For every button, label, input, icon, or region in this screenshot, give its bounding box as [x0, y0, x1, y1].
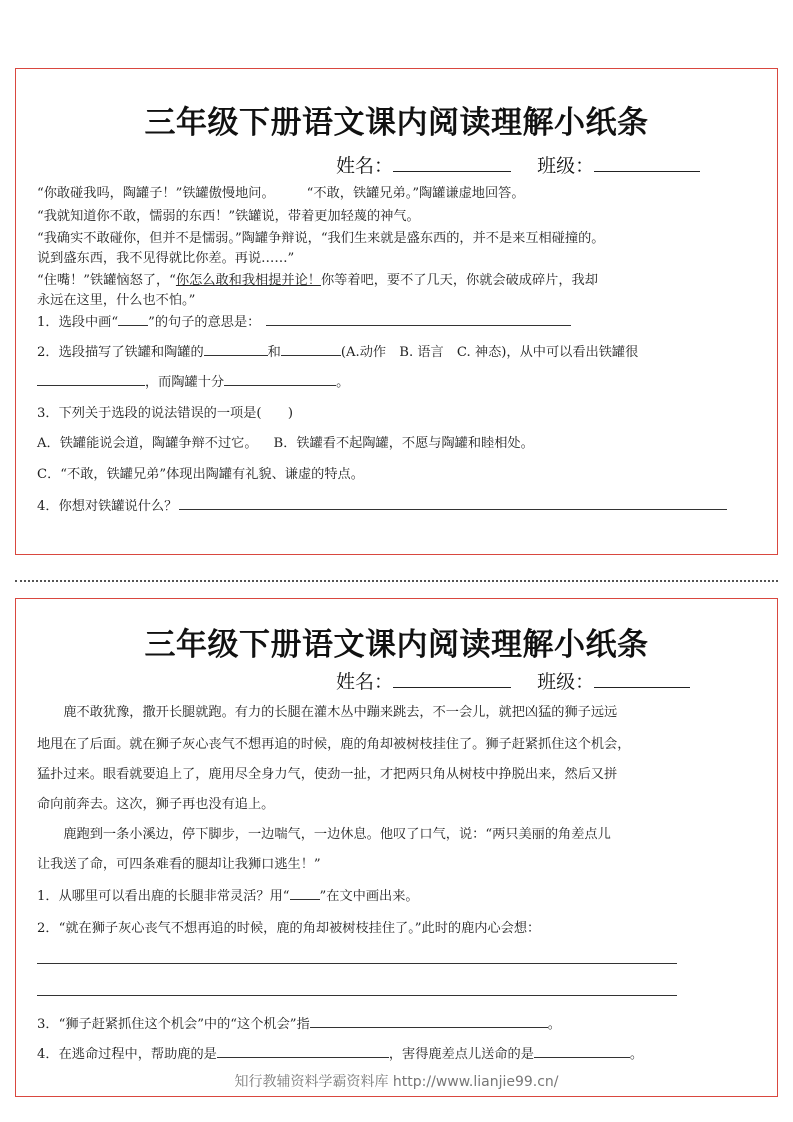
- question-3: 3．下列关于选段的说法错误的一项是( ): [37, 406, 294, 421]
- worksheet-card-1: [15, 68, 778, 555]
- question-text: 1．选段中画“: [37, 315, 119, 330]
- passage-line: [37, 269, 759, 288]
- question-2-continued: [37, 371, 759, 390]
- answer-line[interactable]: [37, 995, 677, 996]
- answer-line[interactable]: [37, 963, 677, 964]
- passage-line: 说到盛东西，我不见得就比你差。再说……”: [37, 251, 295, 266]
- passage-line: “我就知道你不敢，懦弱的东西！”铁罐说，带着更加轻蔑的神气。: [37, 209, 420, 224]
- underlined-sentence: 你怎么敢和我相提并论！: [175, 273, 321, 288]
- passage-text: “不敢，铁罐兄弟。”陶罐谦虚地回答。: [306, 186, 525, 201]
- option-b[interactable]: B．铁罐看不起陶罐，不愿与陶罐和睦相处。: [273, 436, 534, 451]
- passage-line: 猛扑过来。眼看就要追上了，鹿用尽全身力气，使劲一扯，才把两只角从树枝中挣脱出来，然后又拼: [37, 767, 618, 782]
- name-class-row: [336, 151, 700, 178]
- question-4: [37, 1043, 759, 1062]
- name-field[interactable]: [393, 153, 511, 172]
- name-field[interactable]: [393, 669, 511, 688]
- passage-line: 让我送了命，可四条难看的腿却让我狮口逃生！”: [37, 857, 321, 872]
- worksheet-title: 三年级下册语文课内阅读理解小纸条: [144, 105, 649, 141]
- question-text: ”在文中画出来。: [319, 889, 419, 904]
- passage-line: 地甩在了后面。就在狮子灰心丧气不想再追的时候，鹿的角却被树枝挂住了。狮子赶紧抓住这个机会，: [37, 737, 631, 752]
- answer-blank[interactable]: [534, 1044, 630, 1058]
- underline-mark: [290, 886, 320, 900]
- question-text: 和: [267, 345, 281, 360]
- answer-blank[interactable]: [310, 1014, 548, 1028]
- question-text: 2．选段描写了铁罐和陶罐的: [37, 345, 204, 360]
- cut-line: [15, 580, 778, 582]
- class-field[interactable]: [594, 669, 690, 688]
- question-text: 。: [547, 1017, 561, 1032]
- name-label: 姓名：: [336, 671, 394, 693]
- option-c[interactable]: C．“不敢，铁罐兄弟”体现出陶罐有礼貌、谦虚的特点。: [37, 467, 364, 482]
- question-4: [37, 495, 759, 514]
- passage-text: “你敢碰我吗，陶罐子！”铁罐傲慢地问。: [37, 186, 275, 201]
- passage-text: “住嘴！”铁罐恼怒了，“: [37, 273, 176, 288]
- question-text: 。: [629, 1047, 644, 1062]
- class-field[interactable]: [594, 153, 700, 172]
- class-label: 班级：: [537, 671, 595, 693]
- question-1: [37, 885, 759, 904]
- question-text: 1．从哪里可以看出鹿的长腿非常灵活？用“: [37, 889, 290, 904]
- answer-blank[interactable]: [266, 312, 571, 326]
- question-2: 2．“就在狮子灰心丧气不想再追的时候，鹿的角却被树枝挂住了。”此时的鹿内心会想：: [37, 921, 541, 936]
- passage-line: [37, 182, 759, 201]
- question-3-options: [37, 432, 759, 451]
- passage-line: “我确实不敢碰你，但并不是懦弱。”陶罐争辩说，“我们生来就是盛东西的，并不是来互相碰撞的。: [37, 231, 605, 246]
- question-2: [37, 341, 759, 360]
- question-text: 3．“狮子赶紧抓住这个机会”中的“这个机会”指: [37, 1017, 310, 1032]
- option-a[interactable]: A．铁罐能说会道，陶罐争辩不过它。: [37, 436, 258, 451]
- question-text: 4．在逃命过程中，帮助鹿的是: [37, 1047, 217, 1062]
- passage-line: 鹿跑到一条小溪边，停下脚步，一边喘气，一边休息。他叹了口气，说：“两只美丽的角差点儿: [37, 827, 611, 842]
- passage-line: 命向前奔去。这次，狮子再也没有追上。: [37, 797, 275, 812]
- answer-blank[interactable]: [37, 372, 145, 386]
- answer-blank[interactable]: [281, 342, 341, 356]
- answer-blank[interactable]: [204, 342, 268, 356]
- name-class-row: [336, 667, 690, 694]
- answer-blank[interactable]: [217, 1044, 389, 1058]
- question-text: ，而陶罐十分: [145, 375, 225, 390]
- question-text: ”的句子的意思是：: [148, 315, 261, 330]
- passage-text: 你等着吧，要不了几天，你就会破成碎片，我却: [320, 273, 598, 288]
- answer-blank[interactable]: [224, 372, 336, 386]
- name-label: 姓名：: [336, 155, 394, 177]
- question-1: [37, 311, 759, 330]
- worksheet-card-2: [15, 598, 778, 1097]
- question-text: ，害得鹿差点儿送命的是: [388, 1047, 534, 1062]
- answer-blank[interactable]: [179, 496, 727, 510]
- worksheet-title: 三年级下册语文课内阅读理解小纸条: [144, 627, 649, 663]
- passage-line: 永远在这里，什么也不怕。”: [37, 293, 196, 308]
- class-label: 班级：: [537, 155, 595, 177]
- underline-mark: [118, 312, 148, 326]
- question-text: 。: [336, 375, 350, 390]
- passage-line: 鹿不敢犹豫，撒开长腿就跑。有力的长腿在灌木丛中蹦来跳去，不一会儿，就把凶猛的狮子远远: [37, 705, 618, 720]
- footer-watermark: 知行教辅资料学霸资料库 http://www.lianjie99.cn/: [234, 1074, 559, 1090]
- question-text: (A.动作 B. 语言 C. 神态)，从中可以看出铁罐很: [340, 345, 639, 360]
- question-3: [37, 1013, 759, 1032]
- question-text: 4．你想对铁罐说什么？: [37, 499, 178, 514]
